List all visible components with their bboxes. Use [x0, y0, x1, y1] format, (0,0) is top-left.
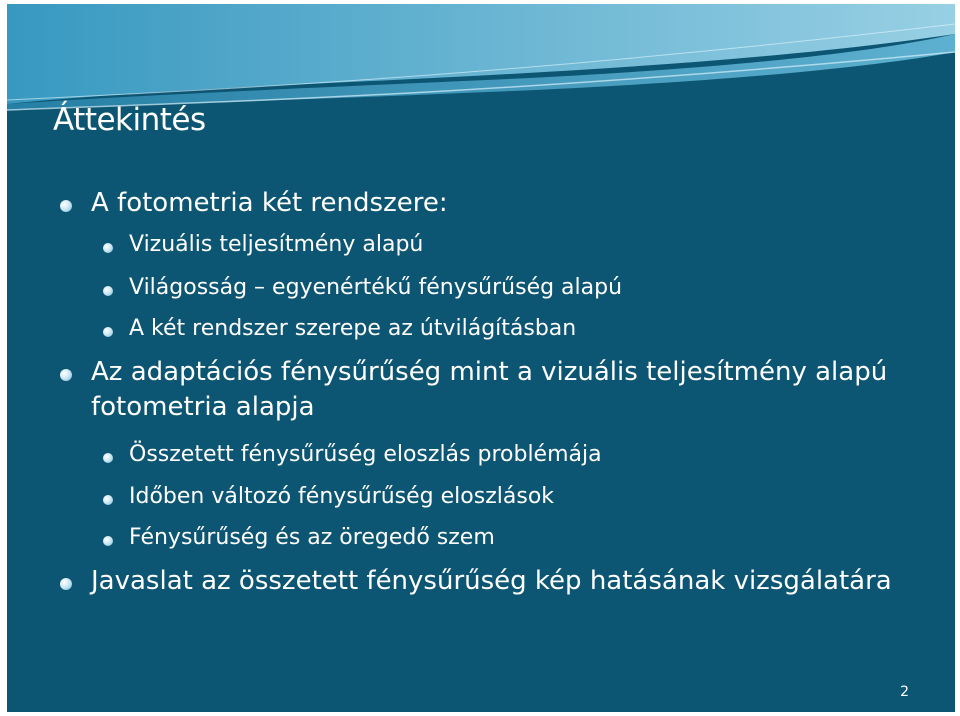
bullet-item: Világosság – egyenértékű fénysűrűség alapú — [129, 275, 623, 300]
page-number: 2 — [900, 684, 909, 700]
bullet-dot-icon — [60, 369, 72, 381]
header-wave-decoration — [7, 4, 955, 114]
bullet-item: Javaslat az összetett fénysűrűség kép hatásának vizsgálatára — [91, 566, 892, 596]
bullet-item: Vizuális teljesítmény alapú — [129, 232, 424, 257]
bullet-item-continuation: fotometria alapja — [91, 392, 315, 422]
bullet-dot-icon — [103, 327, 113, 337]
bullet-item: A fotometria két rendszere: — [91, 188, 448, 218]
slide-panel — [7, 4, 955, 712]
bullet-dot-icon — [103, 453, 113, 463]
bullet-dot-icon — [103, 286, 113, 296]
bullet-dot-icon — [103, 495, 113, 505]
bullet-dot-icon — [60, 200, 72, 212]
bullet-item: Fénysűrűség és az öregedő szem — [129, 525, 495, 550]
bullet-dot-icon — [60, 578, 72, 590]
bullet-dot-icon — [103, 536, 113, 546]
bullet-item: Időben változó fénysűrűség eloszlások — [129, 484, 555, 509]
bullet-item: Összetett fénysűrűség eloszlás problémája — [129, 442, 602, 467]
bullet-dot-icon — [103, 243, 113, 253]
bullet-item: Az adaptációs fénysűrűség mint a vizuális teljesítmény alapú — [91, 357, 888, 387]
slide-title: Áttekintés — [53, 102, 206, 138]
bullet-item: A két rendszer szerepe az útvilágításban — [129, 316, 577, 341]
